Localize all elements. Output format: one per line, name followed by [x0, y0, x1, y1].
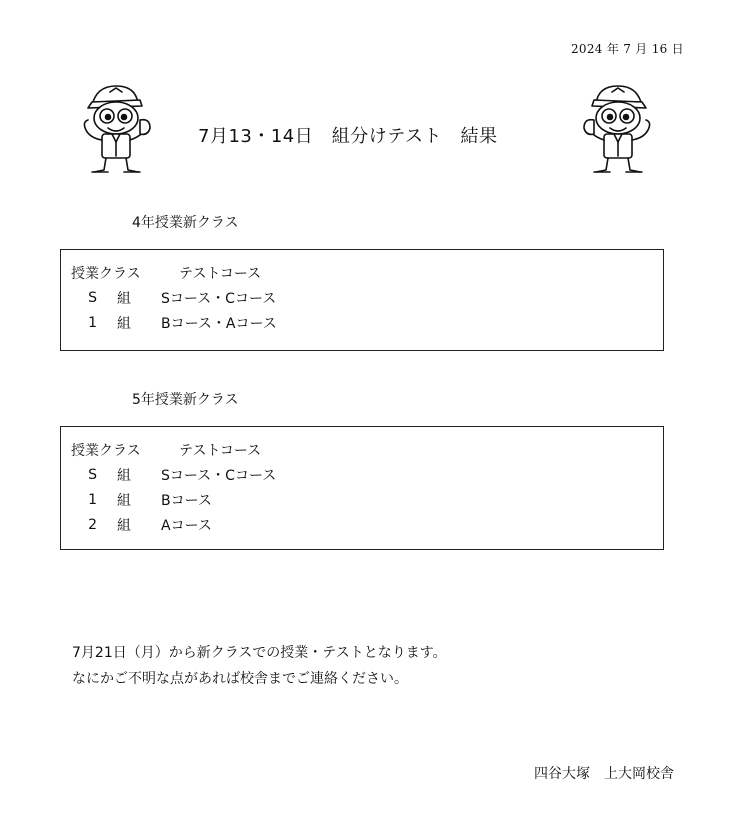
class-suffix: 組 [117, 315, 131, 332]
class-name: 1 [88, 491, 97, 508]
class-suffix: 組 [117, 467, 131, 484]
section-heading-grade5: 5年授業新クラス [132, 392, 239, 408]
note-line-start-date: 7月21日（月）から新クラスでの授業・テストとなります。 [72, 645, 447, 661]
column-header-class: 授業クラス [71, 265, 141, 282]
class-name: S [88, 289, 97, 306]
table-row [71, 310, 653, 335]
class-table-grade4 [60, 249, 664, 351]
mascot-illustration-right [580, 80, 656, 176]
course-list: Bコース・Aコース [161, 315, 277, 332]
class-name: 1 [88, 314, 97, 331]
table-header [71, 260, 653, 285]
column-header-course: テストコース [179, 265, 262, 282]
document-date: 2024 年 7 月 16 日 [570, 42, 684, 56]
class-suffix: 組 [117, 290, 131, 307]
course-list: Aコース [161, 517, 212, 534]
section-heading-grade4: 4年授業新クラス [132, 215, 239, 231]
table-row [71, 512, 653, 537]
class-name: 2 [88, 516, 97, 533]
course-list: Sコース・Cコース [161, 467, 277, 484]
class-name: S [88, 466, 97, 483]
note-line-contact: なにかご不明な点があれば校舎までご連絡ください。 [72, 671, 408, 687]
class-suffix: 組 [117, 492, 131, 509]
column-header-course: テストコース [179, 442, 262, 459]
table-row [71, 487, 653, 512]
table-header [71, 437, 653, 462]
table-row [71, 462, 653, 487]
notes [72, 640, 447, 692]
class-suffix: 組 [117, 517, 131, 534]
school-name-footer: 四谷大塚 上大岡校舎 [534, 766, 674, 782]
table-row [71, 285, 653, 310]
class-table-grade5 [60, 426, 664, 550]
page-title: 7月13・14日 組分けテスト 結果 [198, 126, 498, 147]
column-header-class: 授業クラス [71, 442, 141, 459]
mascot-illustration-left [78, 80, 154, 176]
course-list: Bコース [161, 492, 212, 509]
course-list: Sコース・Cコース [161, 290, 277, 307]
